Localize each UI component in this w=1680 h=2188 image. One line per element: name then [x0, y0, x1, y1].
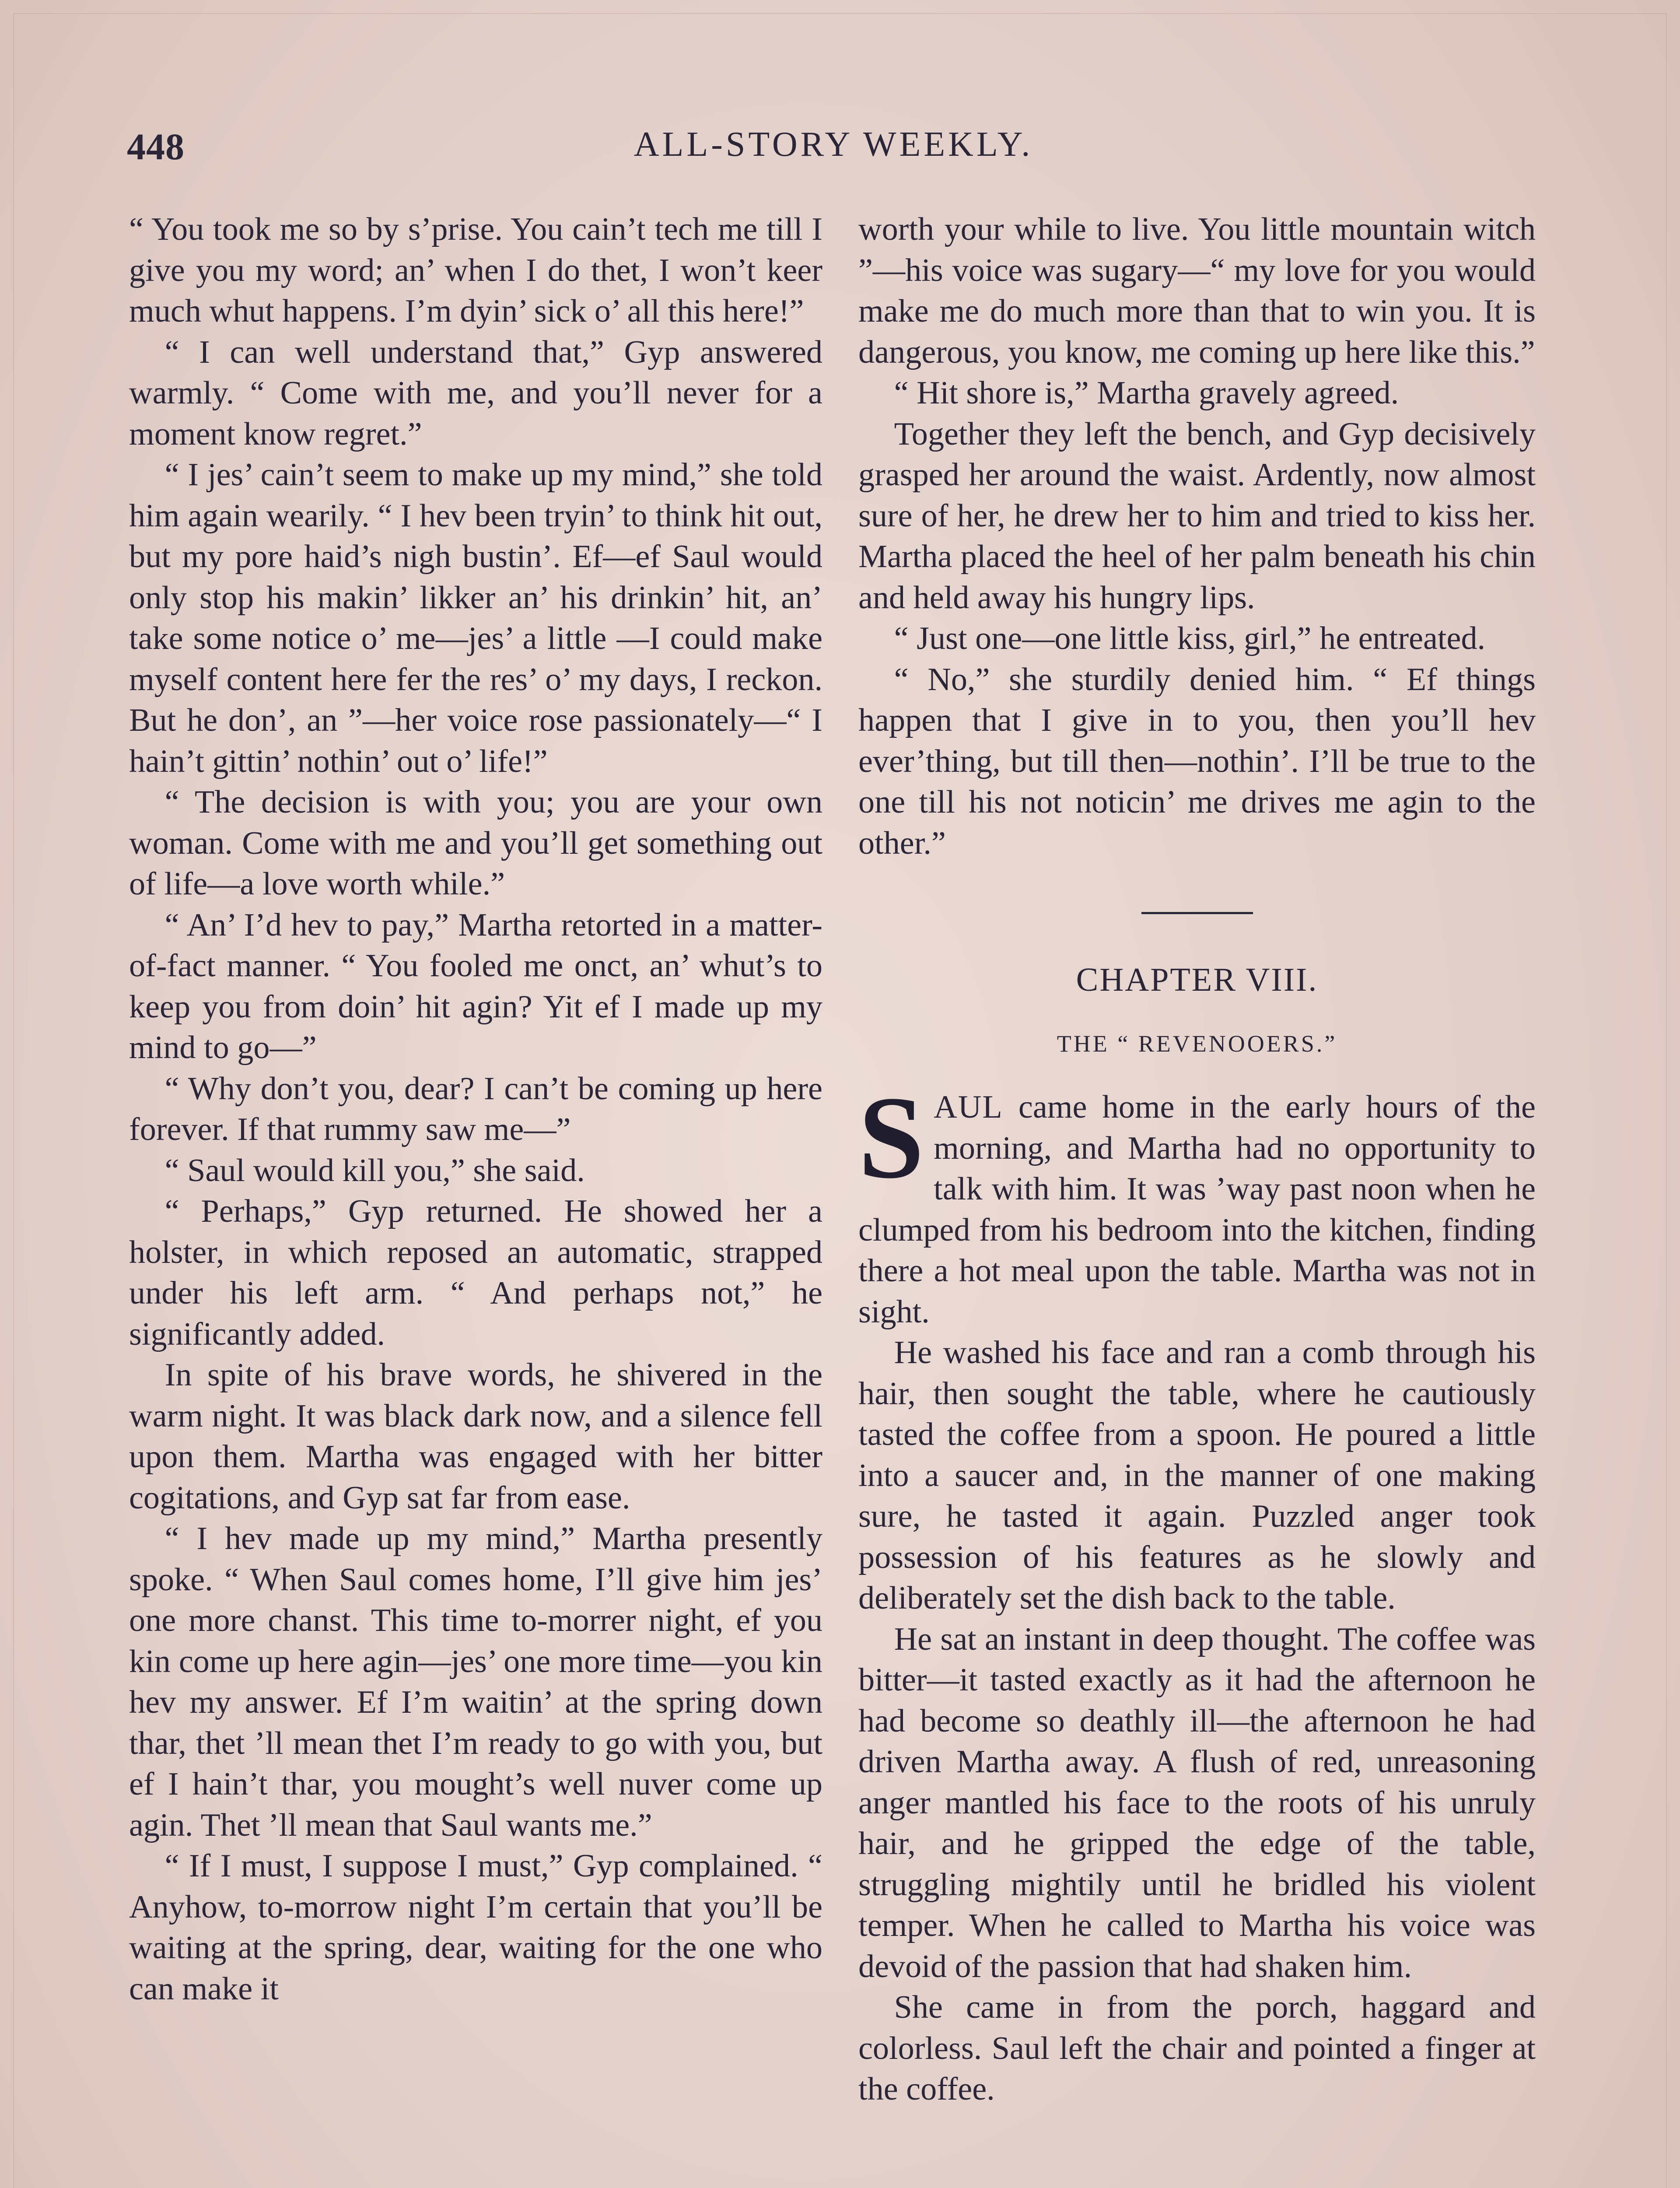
opening-text: came home in the early hours of the morning, and Martha had no opportunity to talk with him. It was ’way past noon when he clumped from his bedroom into the kitchen, finding there a hot meal upon the table. Martha was not in sight. — [858, 1089, 1536, 1330]
paragraph: He sat an instant in deep thought. The coffee was bitter—it tasted exactly as it had the afternoon he had become so deathly ill—the afternoon he had driven Martha away. A flush of red, unreasoning anger mantled his face to the roots of his unruly hair, and he gripped the edge of the table, struggling mightily until he bridled his violent temper. When he called to Martha his voice was devoid of the passion that had shaken him. — [858, 1621, 1536, 1985]
paragraph: “ An’ I’d hev to pay,” Martha retorted in a matter-of-fact manner. “ You fooled me onct, an’ whut’s to keep you from doin’ hit agin? Yit ef I made up my mind to go—” — [129, 907, 822, 1066]
paragraph: “ Why don’t you, dear? I can’t be coming up here forever. If that rummy saw me—” — [129, 1070, 822, 1147]
opening-caps: AUL — [934, 1089, 1003, 1125]
paragraph: “ The decision is with you; you are your own woman. Come with me and you’ll get something out of life—a love worth while.” — [129, 784, 822, 902]
paragraph: Together they left the bench, and Gyp decisively grasped her around the waist. Ardently, now almost sure of her, he drew her to him and tried to kiss her. Martha placed the heel of her palm beneath his chin and held away his hungry lips. — [858, 416, 1536, 616]
chapter-title: CHAPTER VIII. — [1076, 961, 1318, 998]
right-column — [858, 209, 1536, 2188]
paragraph: worth your while to live. You little mountain witch ”—his voice was sugary—“ my love for you would make me do much more than that to win you. It is dangerous, you know, me coming up here like this.” — [858, 211, 1536, 370]
page-header — [127, 125, 1540, 186]
paragraph: He washed his face and ran a comb through his hair, then sought the table, where he cautiously tasted the coffee from a spoon. He poured a little into a saucer and, in the manner of one making sure, he tasted it again. Puzzled anger took possession of his features as he slowly and deliberately set the dish back to the table. — [858, 1335, 1536, 1616]
paragraph: She came in from the porch, haggard and colorless. Saul left the chair and pointed a finger at the coffee. — [858, 1989, 1536, 2107]
drop-cap: S — [858, 1072, 924, 1203]
running-head: ALL-STORY WEEKLY. — [634, 125, 1033, 164]
paragraph: “ Hit shore is,” Martha gravely agreed. — [894, 375, 1399, 411]
paragraph: “ Perhaps,” Gyp returned. He showed her a holster, in which reposed an automatic, strapped under his left arm. “ And perhaps not,” he significantly added. — [129, 1193, 822, 1352]
paragraph: In spite of his brave words, he shivered in the warm night. It was black dark now, and a silence fell upon them. Martha was engaged with her bitter cogitations, and Gyp sat far from ease. — [129, 1357, 822, 1516]
left-column — [129, 209, 822, 2188]
section-divider — [1141, 912, 1253, 914]
page-number: 448 — [127, 126, 185, 168]
paragraph: “ Saul would kill you,” she said. — [164, 1152, 585, 1189]
paragraph: “ I jes’ cain’t seem to make up my mind,” she told him again wearily. “ I hev been tryin’ to think hit out, but my pore haid’s nigh bustin’. Ef—ef Saul would only stop his makin’ likker an’ his drinkin’ hit, an’ take some notice o’ me—jes’ a little —I could make myself content here fer the res’ o’ my days, I reckon. But he don’, an ”—her voice rose passionately—“ I hain’t gittin’ nothin’ out o’ life!” — [129, 457, 822, 779]
paragraph: “ You took me so by s’prise. You cain’t tech me till I give you my word; an’ when I do thet, I won’t keer much whut happens. I’m dyin’ sick o’ all this here!” — [129, 211, 822, 329]
paragraph: “ If I must, I suppose I must,” Gyp complained. “ Anyhow, to-morrow night I’m certain that you’ll be waiting at the spring, dear, waiting for the one who can make it — [129, 1848, 822, 2007]
paragraph: “ I hev made up my mind,” Martha presently spoke. “ When Saul comes home, I’ll give him jes’ one more chanst. This time to-morrer night, ef you kin come up here agin—jes’ one more time—you kin hev my answer. Ef I’m waitin’ at the spring down thar, thet ’ll mean thet I’m ready to go with you, but ef I hain’t thar, you mought’s well nuver come up agin. Thet ’ll mean that Saul wants me.” — [129, 1521, 822, 1843]
paragraph: “ No,” she sturdily denied him. “ Ef things happen that I give in to you, then you’ll hev ever’thing, but till then—nothin’. I’ll be true to the one till his not noticin’ me drives me agin to the other.” — [858, 661, 1536, 861]
chapter-subtitle: THE “ REVENOOERS.” — [1057, 1030, 1337, 1057]
chapter-opening-paragraph — [858, 1072, 1536, 1332]
paragraph: “ Just one—one little kiss, girl,” he entreated. — [894, 621, 1486, 656]
paragraph: “ I can well understand that,” Gyp answered warmly. “ Come with me, and you’ll never for a moment know regret.” — [129, 334, 822, 452]
